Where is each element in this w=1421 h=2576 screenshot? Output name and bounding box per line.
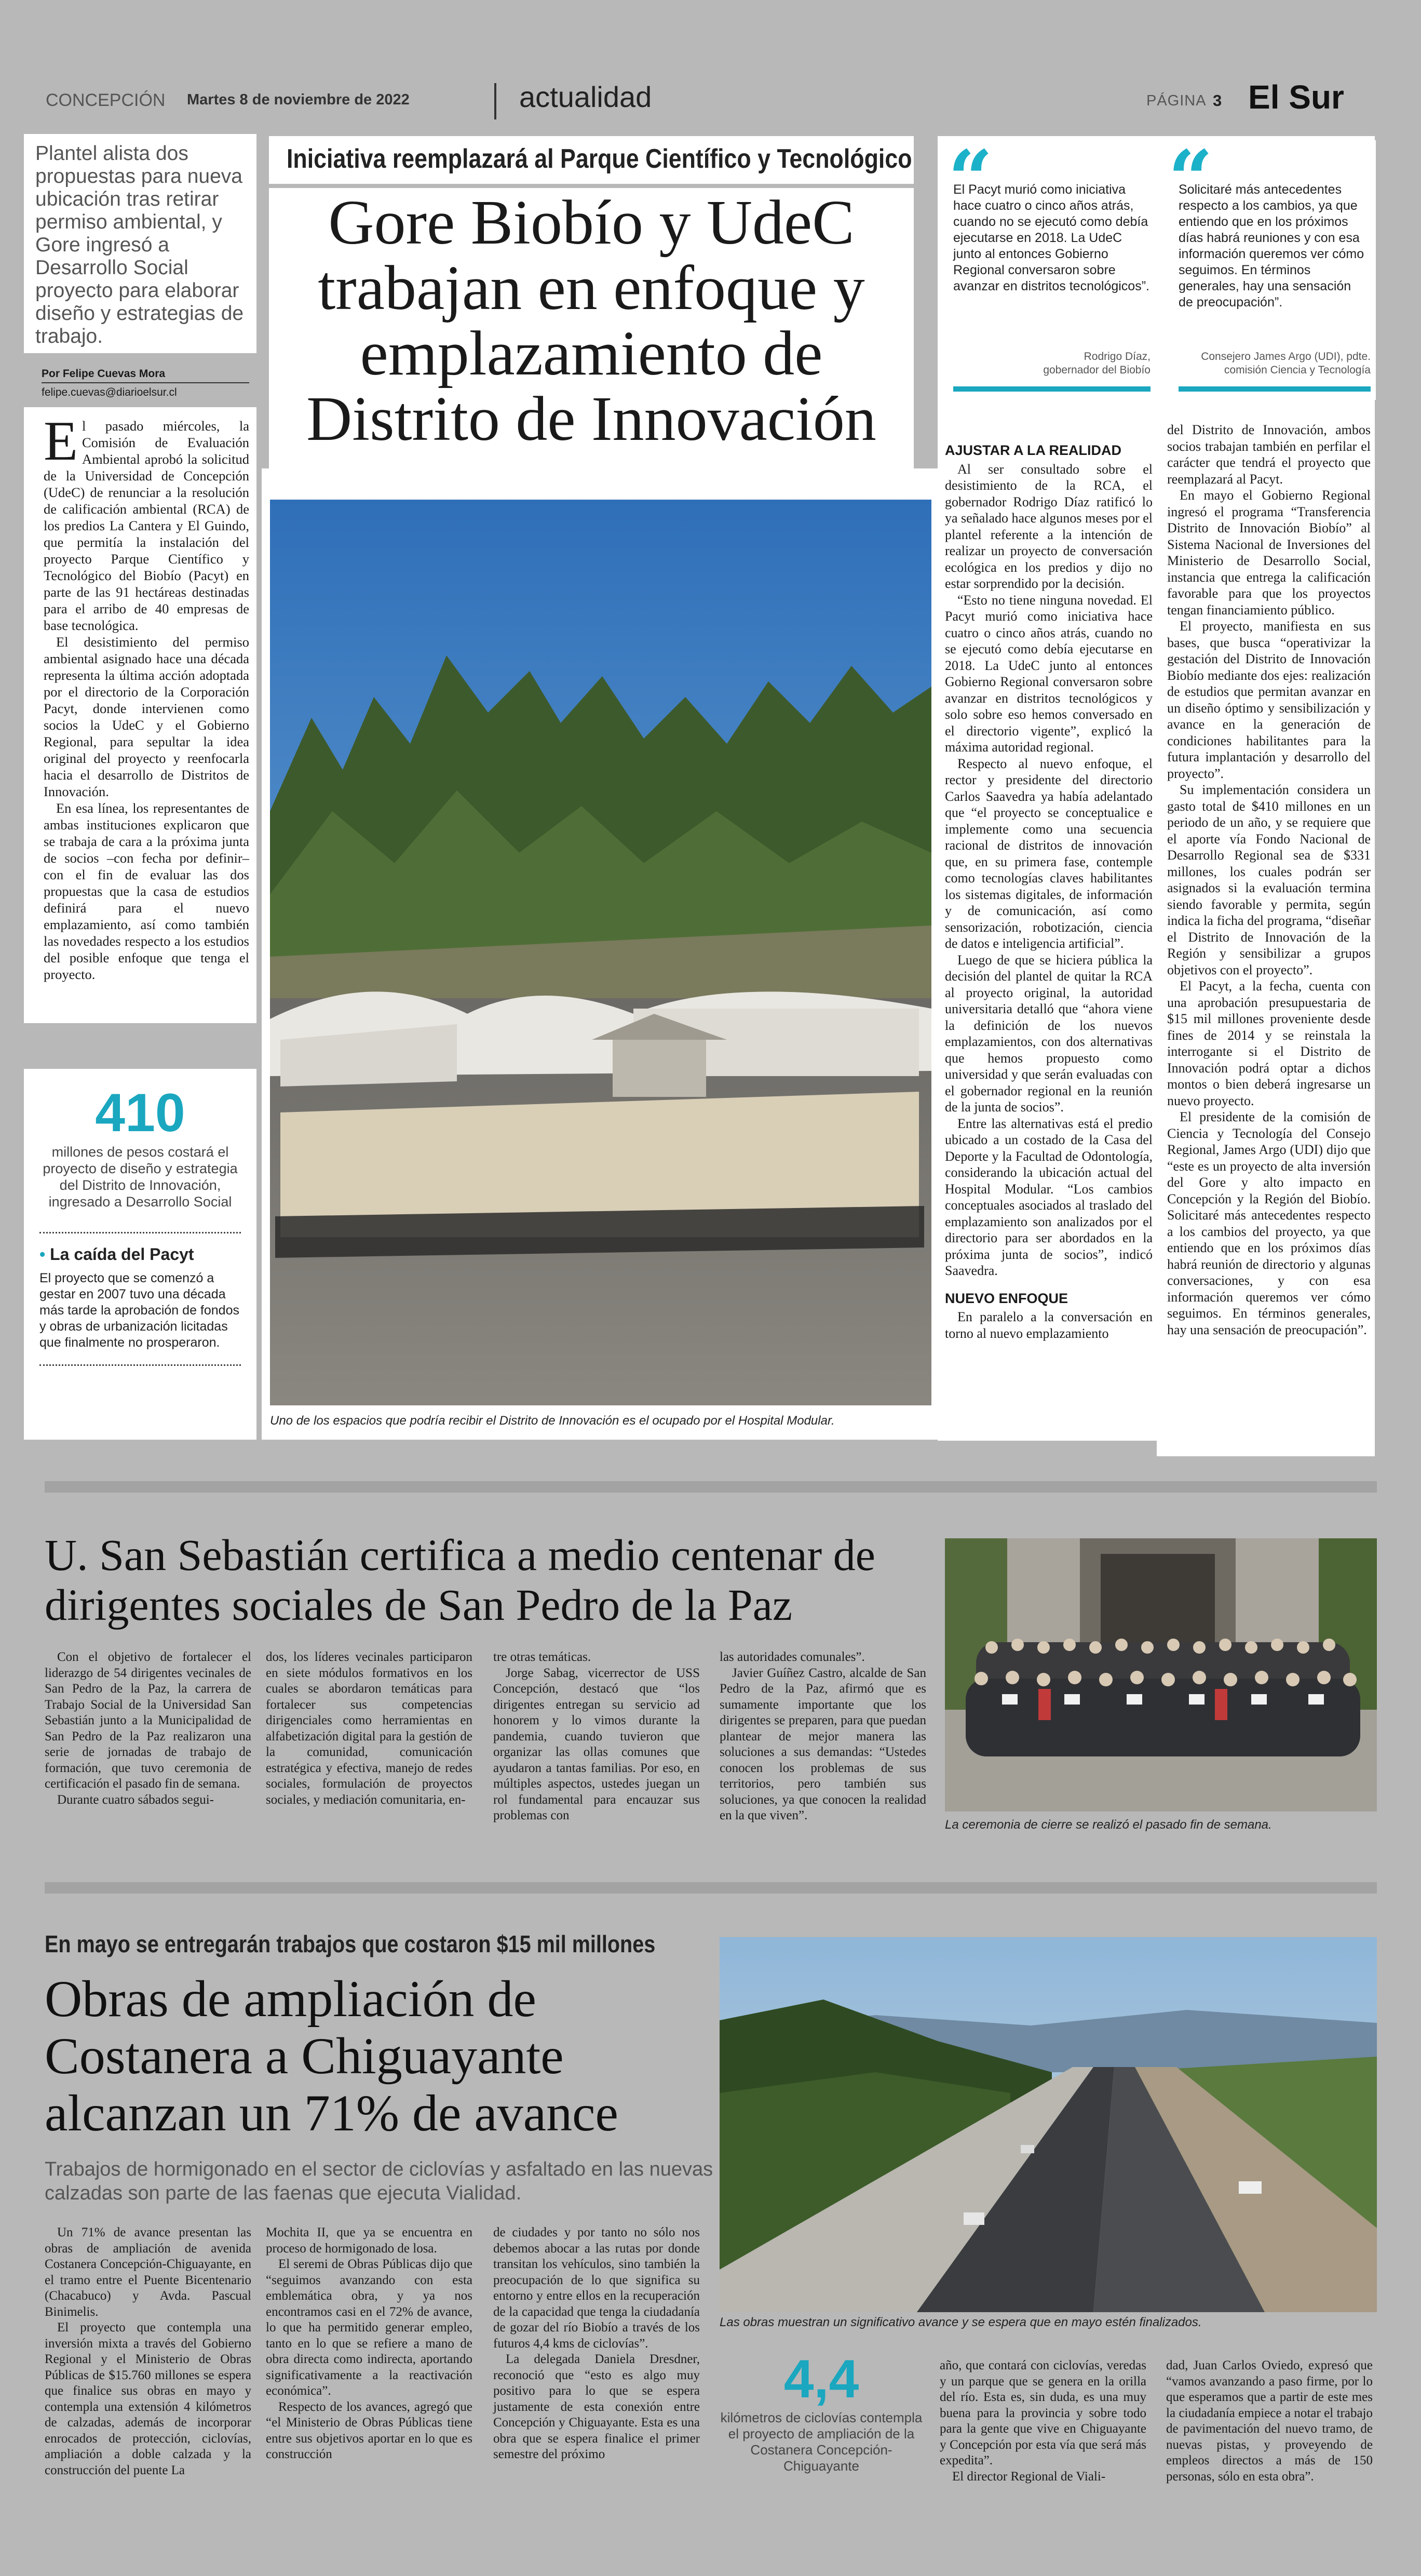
masthead bbox=[0, 73, 1421, 125]
quote2-text: Solicitaré más antecedentes respecto a los cambios, ya que entiendo que en los próximos días habrá reuniones y con esa información queremos ver cómo seguimos. En términos generales, hay una sensación de preocupación”. bbox=[1179, 182, 1364, 310]
article1-headline: Gore Biobío y UdeC trabajan en enfoque y emplazamiento de Distrito de Innovación bbox=[306, 187, 876, 454]
infobox bbox=[24, 1069, 256, 1440]
article1-middle-column bbox=[938, 412, 1157, 1441]
middle-paragraph: En paralelo a la conversación en torno al nuevo emplazamiento bbox=[945, 1309, 1153, 1341]
section-separator-2 bbox=[45, 1882, 1377, 1894]
article2-paragraph: Javier Guíñez Castro, alcalde de San Pedro de la Paz, afirmó que es sumamente importante que los dirigentes se preparen, para que puedan plantear de mejor manera las soluciones a sus demandas: “Ustedes conocen los problemas de sus territorios, pero también sus soluciones, ya que conocen la realidad en la que viven”. bbox=[720, 1666, 926, 1822]
article3-paragraph: El proyecto que contempla una inversión mixta a través del Gobierno Regional y el Ministerio de Obras Públicas de $15.760 millones se espera que finalice sus obras en mayo y contempla una extensión 4 kilómetros de calzadas, además de incorporar enrocados de protección, ciclovías, ampliación a doble calzada y la construcción del puente La bbox=[45, 2320, 251, 2477]
quote2-author: Consejero James Argo (UDI), pdte. bbox=[1201, 351, 1371, 363]
section-separator bbox=[45, 1481, 1377, 1493]
byline-author: Por Felipe Cuevas Mora bbox=[42, 368, 249, 383]
article2-photo-caption: La ceremonia de cierre se realizó el pasado fin de semana. bbox=[945, 1818, 1272, 1832]
middle-paragraph: Al ser consultado sobre el desistimiento de la RCA, el gobernador Rodrigo Díaz ratificó lo ya señalado hace algunos meses por el plantel referente a la intención de realizar un proyecto de conversación ecológica en los predios y dijo no estar sorprendido por la decisión. bbox=[945, 461, 1153, 591]
article3-paragraph: El seremi de Obras Públicas dijo que “seguimos avanzando con esta emblemática obra, y ya nos encontramos casi en el 72% de avance, lo que ha permitido generar empleo, tanto en lo que se refiere a mano de obra directa como indirecta, aportando significativamente a la reactivación económica”. bbox=[266, 2257, 472, 2398]
middle-paragraph: Luego de que se hiciera pública la decisión del plantel de quitar la RCA al proyecto original, la autoridad universitaria detalló que “ahora viene la definición de los nuevos emplazamientos, con dos alternativas que hemos propuesto como universidad y que serán evaluadas con el gobernador regional en la reunión de la junta de socios”. bbox=[945, 952, 1153, 1115]
hospital-modular-photo bbox=[270, 500, 931, 1405]
quote2-role: comisión Ciencia y Tecnología bbox=[1224, 364, 1371, 376]
quote-icon: “ bbox=[1168, 133, 1213, 225]
article2-headline: U. San Sebastián certifica a medio centenar de dirigentes sociales de San Pedro de la Paz bbox=[45, 1530, 875, 1630]
right-paragraph: del Distrito de Innovación, ambos socios trabajan también en perfilar el carácter que tendrá el proyecto que reemplazará al Pacyt. bbox=[1167, 422, 1371, 487]
byline-email: felipe.cuevas@diarioelsur.cl bbox=[42, 386, 177, 398]
quote1-author: Rodrigo Díaz, bbox=[1084, 351, 1151, 363]
article2-paragraph: Con el objetivo de fortalecer el liderazgo de 54 dirigentes vecinales de San Pedro de la Paz, la carrera de Trabajo Social de la Universidad San Sebastián junto a la Municipalidad de San Pedro de la Paz realizaron una serie de jornadas de trabajo de formación, que tuvo ceremonia de certificación el pasado fin de semana. bbox=[45, 1650, 251, 1791]
article1-left-column bbox=[24, 407, 256, 1023]
article3-col-3 bbox=[493, 2225, 700, 2463]
article3-paragraph: dad, Juan Carlos Oviedo, expresó que “vamos avanzando a paso firme, por lo que esperamos que a partir de este mes la ciudadanía empiece a notar el trabajo de pavimentación del nuevo tramo, de nuevas pistas, y proveyendo de empleos directos a más de 150 personas, sólo en esta obra”. bbox=[1166, 2358, 1373, 2484]
subhead-enfoque: NUEVO ENFOQUE bbox=[945, 1290, 1068, 1306]
infobox-body: El proyecto que se comenzó a gestar en 2007 tuvo una década más tarde la aprobación de fondos y obras de urbanización licitadas que finalmente no prosperaron. bbox=[39, 1271, 239, 1350]
masthead-section: actualidad bbox=[519, 81, 652, 113]
right-paragraph: Su implementación considera un gasto total de $410 millones en un periodo de un año, y se requiere que el aporte vía Fondo Nacional de Desarrollo Regional sea de $331 millones, los cuales podrán ser asignados si la evaluación termina siendo favorable y permita, según indica la ficha del programa, “diseñar el Distrito de Innovación de la Región y sensibilizar a grupos objetivos con el proyecto”. bbox=[1167, 782, 1371, 977]
article2-paragraph: tre otras temáticas. bbox=[493, 1650, 591, 1664]
article3-lead: Trabajos de hormigonado en el sector de ciclovías y asfaltado en las nuevas calzadas son parte de las faenas que ejecuta Vialidad. bbox=[45, 2158, 713, 2204]
masthead-page-label: PÁGINA bbox=[1146, 92, 1207, 109]
article2-col-1 bbox=[45, 1649, 251, 1808]
bullet-icon: • bbox=[39, 1245, 46, 1264]
middle-paragraph: Respecto al nuevo enfoque, el rector y presidente del directorio Carlos Saavedra ya había adelantado que “el proyecto se conceptualice e implemente como una secuencia racional de distritos de innovación que, en su primera fase, contemple como tecnologías claves habilitantes los sistemas digitales, de información y de comunicación, así como sensorización, robotización, ciencia de datos e inteligencia artificial”. bbox=[945, 756, 1153, 951]
ceremony-photo bbox=[945, 1538, 1377, 1812]
article3-photo-caption: Las obras muestran un significativo avance y se espera que en mayo estén finalizados. bbox=[720, 2315, 1202, 2329]
article3-kicker: En mayo se entregarán trabajos que costaron $15 mil millones bbox=[45, 1930, 656, 1957]
article2-col-2 bbox=[266, 1649, 472, 1808]
infobox-number: 410 bbox=[95, 1083, 185, 1143]
infobox-text: millones de pesos costará el proyecto de diseño y estrategia del Distrito de Innovación, ingresado a Desarrollo Social bbox=[43, 1144, 238, 1210]
masthead-page-number: 3 bbox=[1213, 91, 1222, 110]
masthead-date: Martes 8 de noviembre de 2022 bbox=[187, 91, 410, 108]
quote-icon: “ bbox=[948, 133, 993, 225]
article3-paragraph: de ciudades y por tanto no sólo nos debemos abocar a las rutas por donde transitan los vehículos, sino también la preocupación de lo que significa su entorno y entre ellos en la recuperación de la capacidad que tenga la ciudadanía de gozar del río Biobío a través de los futuros 4,4 kms de ciclovías”. bbox=[493, 2225, 700, 2351]
summary-panel bbox=[24, 134, 256, 353]
subhead-ajustar: AJUSTAR A LA REALIDAD bbox=[945, 442, 1121, 458]
article1-kicker: Iniciativa reemplazará al Parque Científico y Tecnológico bbox=[287, 144, 912, 174]
article1-photo-frame bbox=[262, 468, 940, 1440]
quote-card-consejero bbox=[1163, 133, 1376, 400]
masthead-city: CONCEPCIÓN bbox=[46, 90, 166, 110]
middle-paragraph: “Esto no tiene ninguna novedad. El Pacyt murió como iniciativa hace cuatro o cinco años atrás, cuando no se ejecutó como debía ejecutarse en 2018. La UdeC junto al entonces Gobierno Regional conversaron sobre avanzar en distritos tecnológicos y solo sobre eso hemos conversado en el directorio vigente”, explicó la máxima autoridad regional. bbox=[945, 592, 1153, 755]
quote1-text: El Pacyt murió como iniciativa hace cuatro o cinco años atrás, cuando no se ejecutó como debía ejecutarse en 2018. La UdeC junto al entonces Gobierno Regional conversaron sobre avanzar en distritos tecnológicos”. bbox=[953, 182, 1149, 293]
infobox-heading bbox=[39, 1245, 241, 1264]
article3-paragraph: La delegada Daniela Dresdner, reconoció que “esto es algo muy positivo para lo que se espera justamente de esta conexión entre Concepción y Chiguayante. Esta es una obra que se espera finalice el primer semestre del próximo bbox=[493, 2352, 700, 2461]
quote1-role: gobernador del Biobío bbox=[1043, 364, 1151, 376]
article3-col-5 bbox=[1166, 2358, 1373, 2485]
stat-number: 4,4 bbox=[783, 2349, 859, 2409]
right-paragraph: En mayo el Gobierno Regional ingresó el programa “Transferencia Distrito de Innovación Biobío” al Sistema Nacional de Inversiones del Ministerio de Desarrollo Social, instancia que entrega la calificación favorable para que los proyectos tengan financiamiento público. bbox=[1167, 488, 1371, 618]
left-paragraph: El desistimiento del permiso ambiental asignado hace una década representa la última acción adoptada por el directorio de la Corporación Pacyt, donde intervienen como socios la UdeC y el Gobierno Regional, para sepultar la idea original del proyecto y reenfocarla hacia el desarrollo de Distritos de Innovación. bbox=[44, 634, 249, 799]
article3-paragraph: año, que contará con ciclovías, veredas y un parque que se genera en la orilla del río. Esta es, sin duda, es una muy buena para la provincia y sobre todo para la gente que vive en Chiguayante y Concepción por esta vía que será más expedita”. bbox=[940, 2358, 1146, 2467]
infobox-divider bbox=[39, 1232, 241, 1233]
article3-paragraph: Mochita II, que ya se encuentra en proceso de hormigonado de losa. bbox=[266, 2225, 472, 2256]
article3-col-2 bbox=[266, 2225, 472, 2463]
middle-paragraph: Entre las alternativas está el predio ubicado a un costado de la Casa del Deporte y la Facultad de Odontología, considerando la ubicación actual del Hospital Modular. “Los cambios conceptuales asociados al traslado del emplazamiento son analizados por el directorio para ser abordados en la próxima junta de socios”, indicó Saavedra. bbox=[945, 1116, 1153, 1278]
stat-text: kilómetros de ciclovías contempla el proyecto de ampliación de la Costanera Concepción-Chiguayante bbox=[720, 2410, 923, 2474]
article2-paragraph: dos, los líderes vecinales participaron en siete módulos formativos en los cuales se abordaron temáticas para fortalecer sus competencias dirigenciales como herramientas en alfabetización digital para la gestión de la comunidad, comunicación estratégica y efectiva, manejo de redes sociales, formulación de proyectos sociales, y mediación comunitaria, en- bbox=[266, 1650, 472, 1807]
article1-photo-caption: Uno de los espacios que podría recibir el Distrito de Innovación es el ocupado por el Hospital Modular. bbox=[270, 1414, 835, 1428]
article2-paragraph: Durante cuatro sábados segui- bbox=[57, 1792, 214, 1807]
quote1-accent-bar bbox=[953, 386, 1151, 392]
article1-summary: Plantel alista dos propuestas para nueva ubicación tras retirar permiso ambiental, y Gore ingresó a Desarrollo Social proyecto para elaborar diseño y estrategias de trabajo. bbox=[35, 142, 244, 347]
right-paragraph: El Pacyt, a la fecha, cuenta con una aprobación presupuestaria de $15 mil millones proveniente desde fines de 2014 y se reinstala la interrogante si el Distrito de Innovación podrá optar a dichos montos o bien deberá ingresarse un nuevo proyecto. bbox=[1167, 978, 1371, 1108]
right-paragraph: El proyecto, manifiesta en sus bases, que busca “operativizar la gestación del Distrito de Innovación Biobío mediante dos ejes: realización de estudios que permitan avanzar en un diseño óptimo y sensibilización y avance en la generación de condiciones habilitantes para la futura implantación y desarrollo del proyecto”. bbox=[1167, 619, 1371, 781]
article2-col-4 bbox=[720, 1649, 926, 1824]
article3-paragraph: Un 71% de avance presentan las obras de ampliación de avenida Costanera Concepción-Chiguayante, en el tramo entre el Puente Bicentenario (Chacabuco) y Avda. Pascual Binimelis. bbox=[45, 2225, 251, 2319]
infobox-title: La caída del Pacyt bbox=[50, 1245, 194, 1264]
article1-kicker-box bbox=[269, 136, 914, 184]
dropcap: E bbox=[44, 410, 78, 472]
article1-headline-box bbox=[269, 188, 914, 468]
left-paragraph: En esa línea, los representantes de ambas instituciones explicaron que se trabaja de cara a la próxima junta de socios –con fecha por definir– con el fin de evaluar las dos propuestas que la casa de estudios definirá para el nuevo emplazamiento, así como también las novedades respecto a los estudios del posible enfoque que tenga el proyecto. bbox=[44, 800, 249, 982]
masthead-logo: El Sur bbox=[1248, 78, 1344, 116]
costanera-road-photo bbox=[720, 1937, 1377, 2312]
infobox-divider-bottom bbox=[39, 1364, 241, 1366]
article3-paragraph: Respecto de los avances, agregó que “el Ministerio de Obras Públicas tiene entre sus objetivos aportar en lo que es construcción bbox=[266, 2399, 472, 2461]
article1-right-column bbox=[1157, 412, 1375, 1456]
article2-col-3 bbox=[493, 1649, 700, 1824]
article3-col-4 bbox=[940, 2358, 1146, 2485]
quote-card-gobernador bbox=[945, 133, 1158, 400]
article3-paragraph: El director Regional de Viali- bbox=[952, 2469, 1106, 2484]
masthead-divider bbox=[494, 83, 496, 119]
left-paragraph: l pasado miércoles, la Comisión de Evaluación Ambiental aprobó la solicitud de la Universidad de Concepción (UdeC) de renunciar a la resolución de calificación ambiental (RCA) de los predios La Cantera y El Guindo, que permitía la instalación del proyecto Parque Científico y Tecnológico del Biobío (Pacyt) en parte de las 91 hectáreas destinadas para el arribo de 40 empresas de base tecnológica. bbox=[44, 418, 249, 633]
byline-box bbox=[42, 368, 249, 399]
right-paragraph: El presidente de la comisión de Ciencia y Tecnología del Consejo Regional, James Argo (UDI) dijo que “este es un proyecto de alta inversión del Gore y alto impacto en Concepción y la Región del Biobío. Solicitaré más antecedentes respecto a los cambios del proyecto, ya que entiendo que en los próximos días habrá reunión de directorio y algunas conversaciones, y con esa información queremos ver cómo seguimos. En términos generales, hay una sensación de preocupación”. bbox=[1167, 1109, 1371, 1337]
quote2-accent-bar bbox=[1179, 386, 1371, 392]
article3-headline: Obras de ampliación de Costanera a Chiguayante alcanzan un 71% de avance bbox=[45, 1970, 618, 2142]
article3-stat bbox=[720, 2351, 923, 2474]
article2-paragraph: Jorge Sabag, vicerrector de USS Concepción, destacó que “los dirigentes entregan su servicio ad honorem y lo vimos durante la pandemia, cuando tuvieron que organizar las ollas comunes que ayudaron a tantas familias. Por eso, en múltiples aspectos, ustedes juegan un rol fundamental para encauzar sus problemas con bbox=[493, 1666, 700, 1822]
article3-col-1 bbox=[45, 2225, 251, 2478]
article2-paragraph: las autoridades comunales”. bbox=[720, 1650, 865, 1664]
